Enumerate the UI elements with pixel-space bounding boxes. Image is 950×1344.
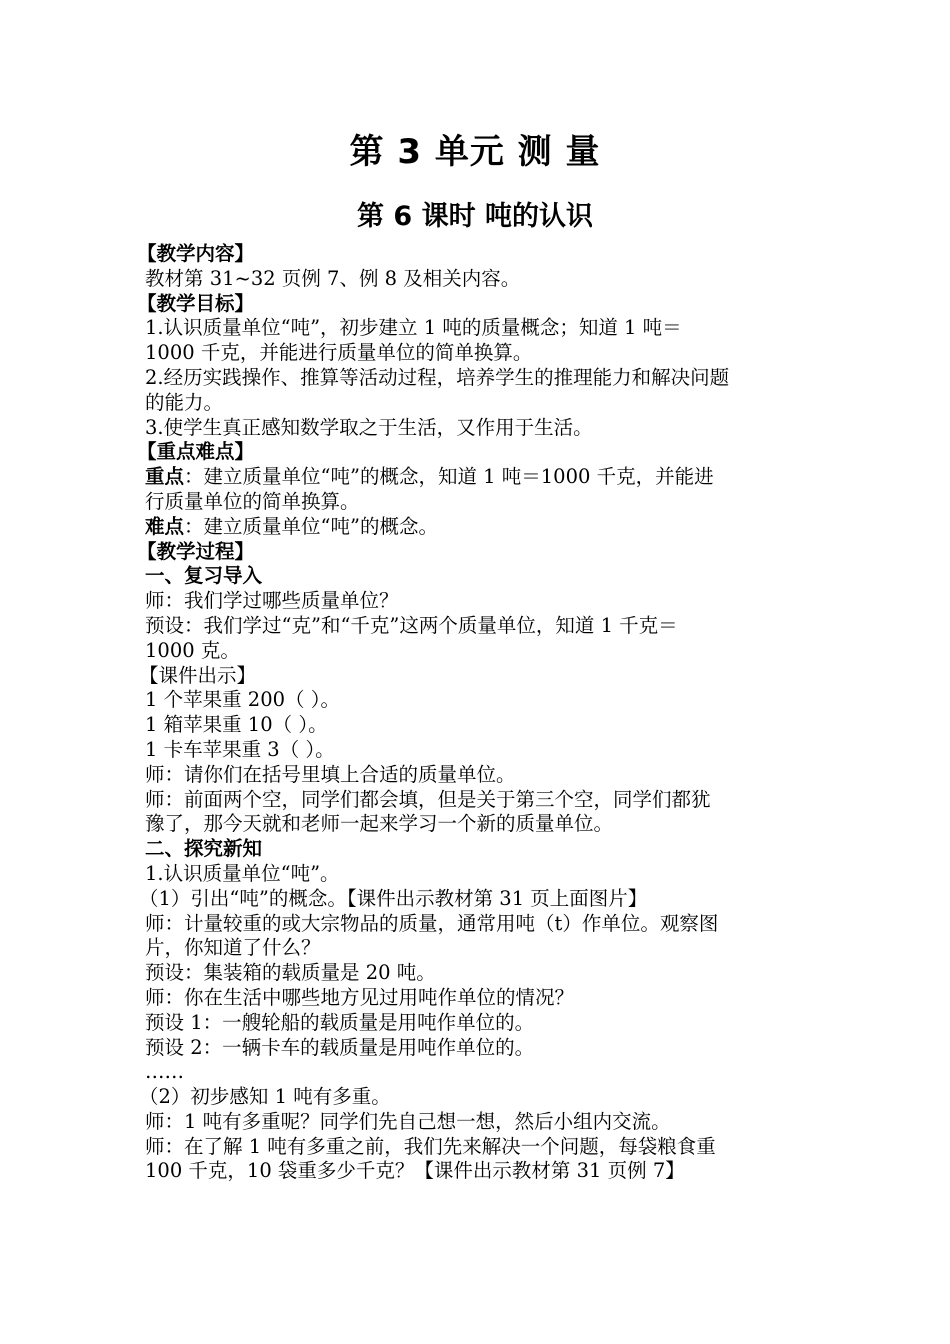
text-line	[145, 465, 813, 490]
text-line: 预设：集装箱的载质量是 20 吨。	[145, 961, 436, 985]
text-line: 片，你知道了什么？	[145, 936, 321, 960]
text-line: 预设 1：一艘轮船的载质量是用吨作单位的。	[145, 1010, 535, 1034]
text-line: 3.使学生真正感知数学取之于生活，又作用于生活。	[145, 415, 593, 439]
text-line: 2.经历实践操作、推算等活动过程，培养学生的推理能力和解决问题	[145, 365, 730, 389]
section-heading-keypoints: 【重点难点】	[137, 440, 255, 464]
text-line: 1 个苹果重 200（ ）。	[145, 688, 340, 712]
text-line: 豫了，那今天就和老师一起来学习一个新的质量单位。	[145, 812, 614, 836]
unit-title: 第 3 单元 测 量	[349, 132, 601, 172]
lesson-body	[137, 242, 813, 1184]
text-line: 师：请你们在括号里填上合适的质量单位。	[145, 762, 516, 786]
ellipsis-line: ……	[145, 1060, 184, 1084]
text-line: 1.认识质量单位“吨”，初步建立 1 吨的质量概念；知道 1 吨＝	[145, 316, 682, 340]
text-line: 行质量单位的简单换算。	[145, 489, 360, 513]
courseware-label: 【课件出示】	[139, 663, 257, 687]
section-heading-content: 【教学内容】	[137, 242, 255, 265]
text-line: 师：前面两个空，同学们都会填，但是关于第三个空，同学们都犹	[145, 787, 711, 811]
text-line: 的能力。	[145, 390, 224, 414]
text-line: 1 卡车苹果重 3（ ）。	[145, 737, 335, 761]
text-line: 1 箱苹果重 10（ ）。	[145, 713, 328, 737]
key-point-text: ：建立质量单位“吨”的概念，知道 1 吨＝1000 千克，并能进	[184, 465, 714, 489]
key-point-label: 重点	[145, 465, 185, 489]
text-line: 教材第 31~32 页例 7、例 8 及相关内容。	[145, 266, 521, 290]
text-line: 100 千克，10 袋重多少千克？【课件出示教材第 31 页例 7】	[145, 1159, 685, 1183]
text-line: 1000 千克，并能进行质量单位的简单换算。	[145, 341, 533, 365]
subsection-heading-review: 一、复习导入	[145, 564, 263, 588]
text-line: 师：你在生活中哪些地方见过用吨作单位的情况？	[145, 985, 575, 1009]
text-line: 师：我们学过哪些质量单位？	[145, 589, 399, 613]
section-heading-process: 【教学过程】	[137, 539, 255, 563]
difficulty-label: 难点	[145, 514, 185, 538]
lesson-title: 第 6 课时 吨的认识	[357, 201, 593, 232]
text-line: （2）初步感知 1 吨有多重。	[139, 1085, 391, 1109]
section-heading-goals: 【教学目标】	[137, 291, 255, 315]
text-line	[145, 515, 813, 540]
text-line: 师：计量较重的或大宗物品的质量，通常用吨（t）作单位。观察图	[145, 911, 719, 935]
difficulty-text: ：建立质量单位“吨”的概念。	[184, 514, 438, 538]
text-line: 师：在了解 1 吨有多重之前，我们先来解决一个问题，每袋粮食重	[145, 1134, 716, 1158]
text-line: 1.认识质量单位“吨”。	[145, 861, 340, 885]
text-line: 1000 克。	[145, 638, 240, 662]
text-line: 预设：我们学过“克”和“千克”这两个质量单位，知道 1 千克＝	[145, 613, 678, 637]
subsection-heading-explore: 二、探究新知	[145, 837, 263, 861]
text-line: （1）引出“吨”的概念。【课件出示教材第 31 页上面图片】	[139, 886, 648, 910]
text-line: 预设 2：一辆卡车的载质量是用吨作单位的。	[145, 1035, 535, 1059]
text-line: 师：1 吨有多重呢？同学们先自己想一想，然后小组内交流。	[145, 1109, 671, 1133]
